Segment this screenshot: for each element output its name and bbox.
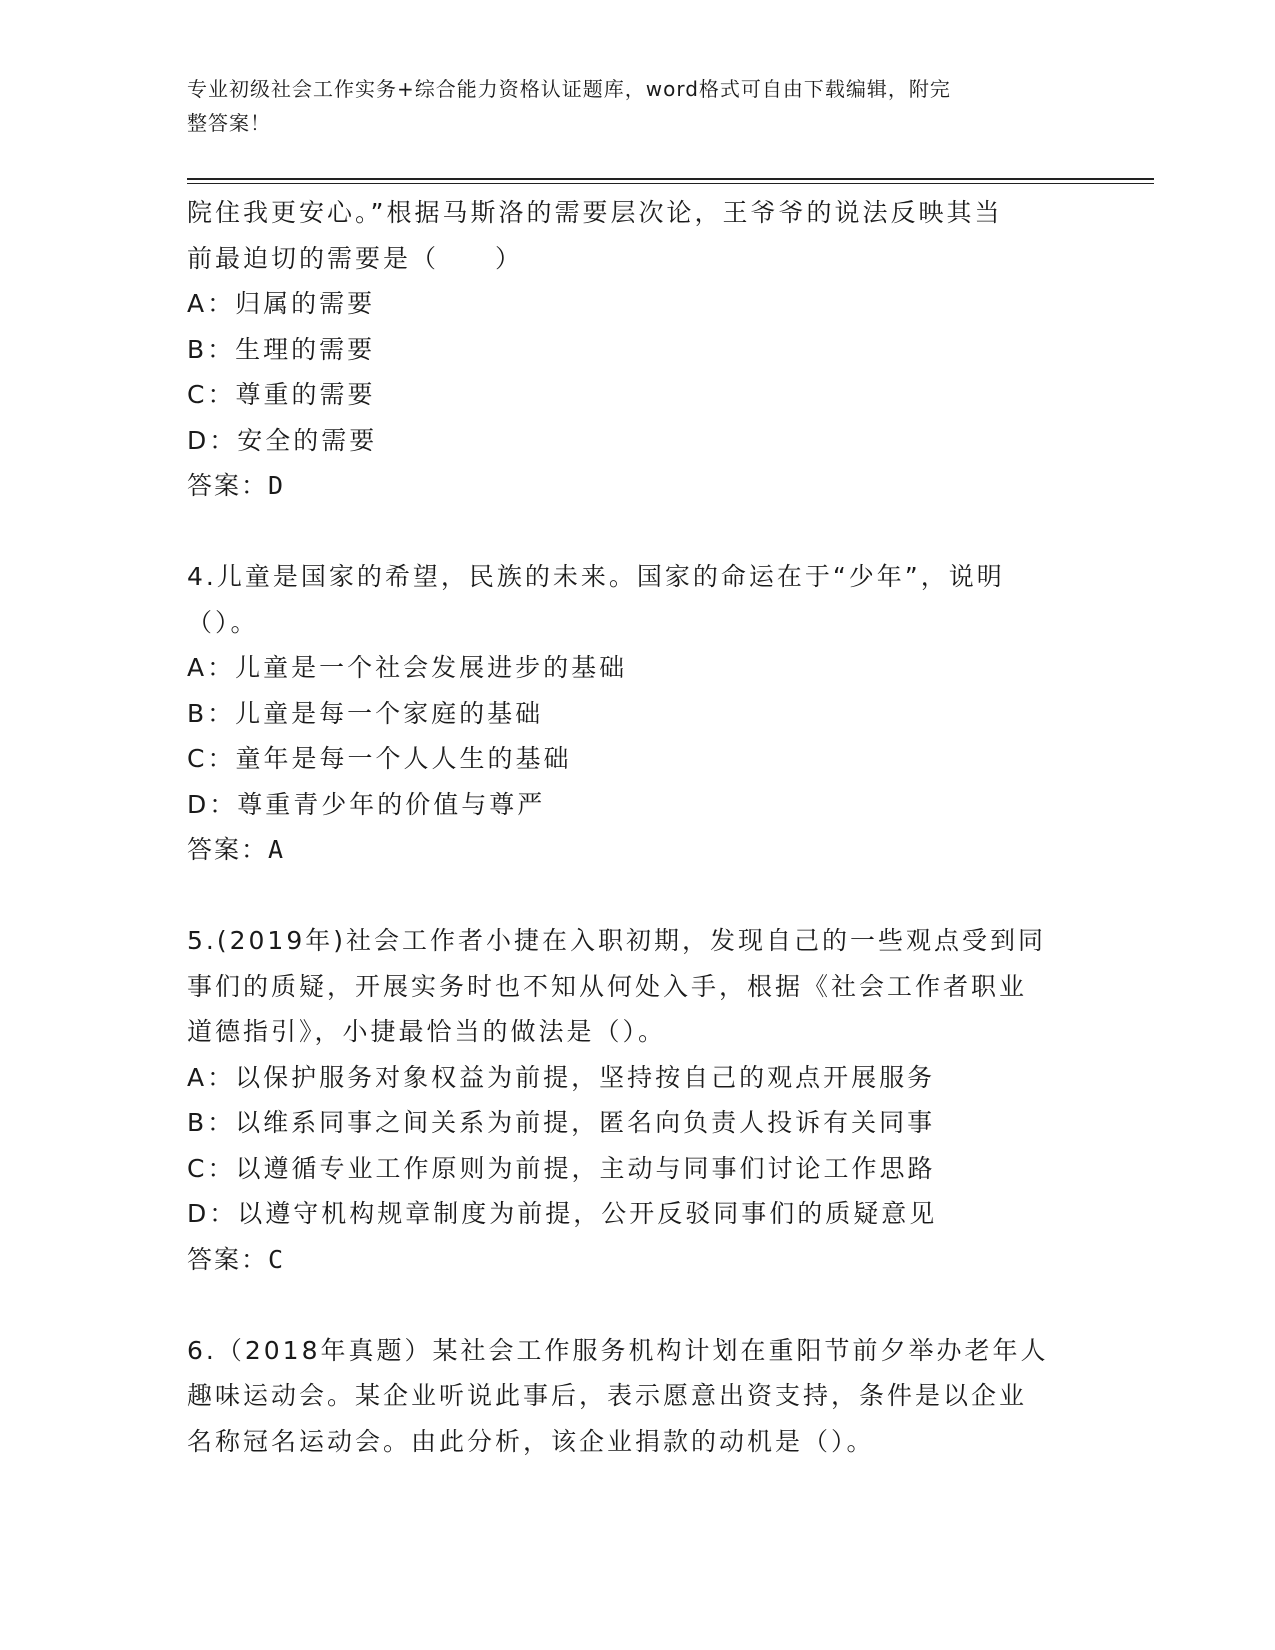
- answer-line: [187, 1237, 1087, 1283]
- answer-value: A: [268, 835, 285, 864]
- option-a: A：以保护服务对象权益为前提，坚持按自己的观点开展服务: [187, 1062, 936, 1092]
- answer-label: 答案：: [187, 471, 269, 500]
- question-6: [187, 1328, 1087, 1465]
- question-stem-line: 趣味运动会。某企业听说此事后，表示愿意出资支持，条件是以企业: [187, 1381, 1028, 1410]
- spacer: [187, 1282, 1087, 1328]
- option-d: D：安全的需要: [187, 425, 378, 455]
- option-a: A：归属的需要: [187, 289, 376, 318]
- question-5: [187, 918, 1087, 1282]
- option-d: D：尊重青少年的价值与尊严: [187, 789, 546, 819]
- question-stem-line: 5.(2019年)社会工作者小捷在入职初期，发现自己的一些观点受到同: [187, 926, 1046, 955]
- question-4: [187, 554, 1087, 873]
- question-3: [187, 190, 1087, 509]
- header-line-2: 整答案！: [187, 111, 271, 135]
- option-a: A：儿童是一个社会发展进步的基础: [187, 653, 628, 682]
- header-line-1: 专业初级社会工作实务+综合能力资格认证题库，word格式可自由下载编辑，附完: [187, 77, 951, 101]
- document-header: [187, 72, 1087, 140]
- question-stem-line: 院住我更安心。”根据马斯洛的需要层次论，王爷爷的说法反映其当: [187, 198, 1003, 227]
- answer-value: C: [268, 1244, 285, 1274]
- question-stem-line: 前最迫切的需要是（ ）: [187, 243, 524, 273]
- answer-label: 答案：: [187, 1244, 269, 1274]
- option-c: C：尊重的需要: [187, 380, 376, 409]
- document-body: [187, 190, 1087, 1464]
- option-c: C：以遵循专业工作原则为前提，主动与同事们讨论工作思路: [187, 1153, 936, 1183]
- question-stem-line: 道德指引》，小捷最恰当的做法是（）。: [187, 1017, 667, 1046]
- header-divider-thin: [187, 183, 1154, 184]
- question-stem-line: （）。: [187, 607, 259, 637]
- answer-line: [187, 463, 1087, 509]
- option-b: B：以维系同事之间关系为前提，匿名向负责人投诉有关同事: [187, 1108, 936, 1137]
- option-b: B：生理的需要: [187, 334, 376, 364]
- question-stem-line: 事们的质疑，开展实务时也不知从何处入手，根据《社会工作者职业: [187, 971, 1028, 1001]
- answer-label: 答案：: [187, 835, 269, 864]
- question-stem-line: 名称冠名运动会。由此分析，该企业捐款的动机是（）。: [187, 1426, 875, 1456]
- option-d: D：以遵守机构规章制度为前提，公开反驳同事们的质疑意见: [187, 1199, 938, 1228]
- question-stem-line: 4.儿童是国家的希望，民族的未来。国家的命运在于“少年”，说明: [187, 562, 1005, 591]
- answer-line: [187, 827, 1087, 873]
- option-c: C：童年是每一个人人生的基础: [187, 744, 572, 773]
- spacer: [187, 509, 1087, 555]
- question-stem-line: 6.（2018年真题）某社会工作服务机构计划在重阳节前夕举办老年人: [187, 1335, 1049, 1365]
- option-b: B：儿童是每一个家庭的基础: [187, 698, 544, 728]
- answer-value: D: [268, 471, 285, 500]
- spacer: [187, 873, 1087, 919]
- header-divider-thick: [187, 178, 1154, 180]
